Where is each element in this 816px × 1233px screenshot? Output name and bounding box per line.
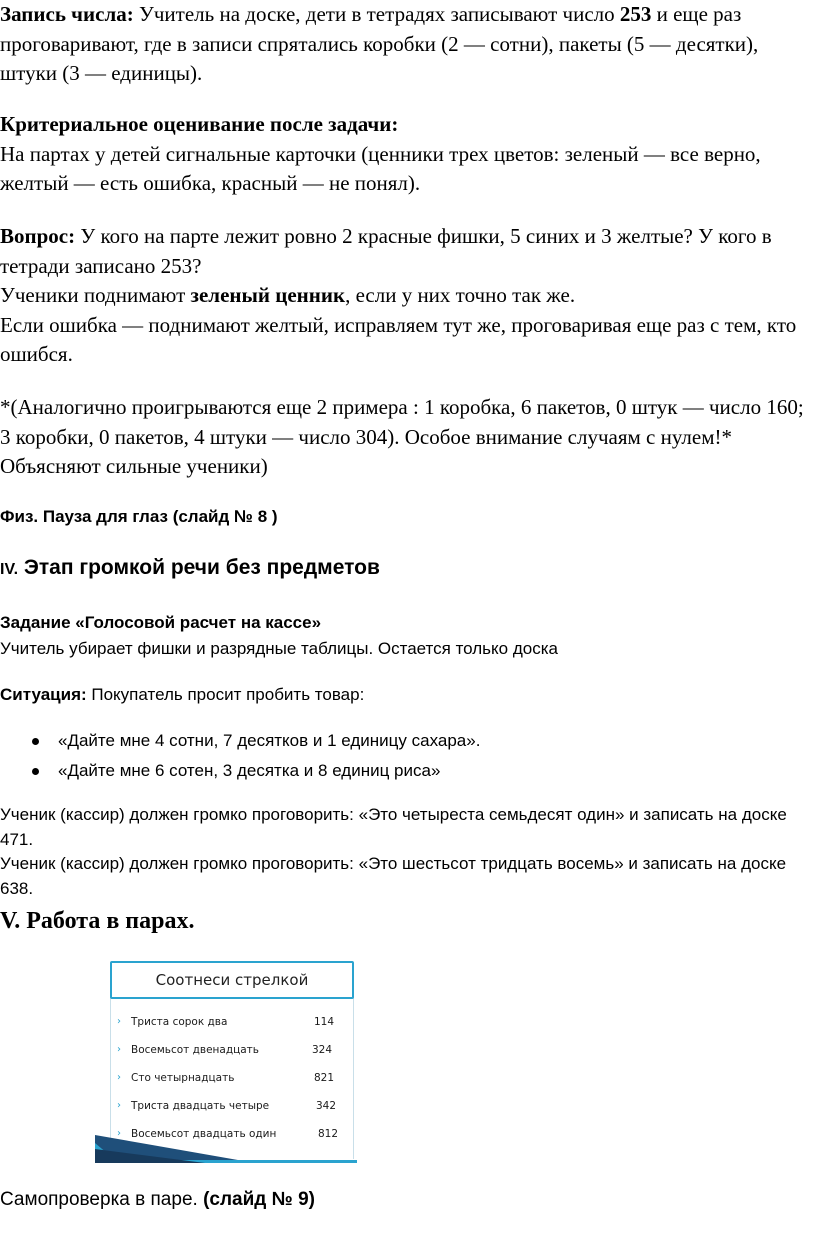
text: Если ошибка — поднимают желтый, исправляем тут же, проговаривая еще раз с тем, кто ошибся. [0,312,797,366]
text: Покупатель просит пробить товар: [86,685,365,704]
text: Сто четырнадцать [131,1072,235,1084]
text: Триста двадцать четыре [131,1100,270,1112]
text: Восемьсот двенадцать [131,1044,259,1056]
situation-label: Ситуация: [0,685,87,704]
chevron-right-icon: › [117,1016,121,1027]
text: На партах у детей сигнальные карточки (ценники трех цветов: зеленый — все верно, желтый — есть ошибка, красный — не понял). [0,141,761,195]
matching-slide-image [95,960,357,1165]
number-253: 253 [619,2,652,26]
slide-row [117,1016,347,1032]
stage-four-number: IV. [0,561,19,578]
label-number-recording: Запись числа: [0,2,134,26]
slide-ribbon-decoration [95,1127,357,1165]
paragraph-similar-examples [0,393,812,482]
bullet-icon [32,768,39,775]
text: «Дайте мне 4 сотни, 7 десятков и 1 единицу сахара». [58,731,481,750]
chevron-right-icon: › [117,1100,121,1111]
green-card-term: зеленый ценник [190,283,346,307]
chevron-right-icon: › [117,1072,121,1083]
situation-line [0,683,812,708]
slide-row [117,1100,347,1116]
num: 342 [316,1100,337,1112]
text: У кого на парте лежит ровно 2 красные фишки, 5 синих и 3 желтые? У кого в тетради записано 253? [0,224,772,278]
num: 812 [318,1128,339,1140]
criteria-heading: Критериальное оценивание после задачи: [0,112,399,136]
paragraph-number-recording [0,0,812,89]
chevron-right-icon: › [117,1128,121,1139]
physical-pause-heading: Физ. Пауза для глаз (слайд № 8 ) [0,507,278,526]
list-item [32,726,480,756]
stage-four-heading [0,556,380,580]
stage-four-title: Этап громкой речи без предметов [18,556,380,579]
num: 114 [314,1016,335,1028]
num: 821 [314,1072,335,1084]
slide-row [117,1072,347,1088]
slide-title-box [110,961,354,999]
text: и еще раз проговаривают, где в записи спрятались коробки (2 — сотни), пакеты (5 — десятки), штуки (3 — единицы). [0,2,759,85]
slide-row [117,1044,347,1060]
label-question: Вопрос: [0,224,76,248]
slide-title: Соотнеси стрелкой [155,971,309,989]
task-text: Учитель убирает фишки и разрядные таблицы. Остается только доска [0,639,558,658]
chevron-right-icon: › [117,1044,121,1055]
text: Восемьсот двадцать один [131,1128,277,1140]
text: Самопроверка в паре. [0,1189,204,1210]
num: 324 [312,1044,333,1056]
slide-nine-reference: (слайд № 9) [203,1189,315,1210]
text: Учитель на доске, дети в тетрадях записывают число [133,2,620,26]
task-title: Задание «Голосовой расчет на кассе» [0,613,322,632]
student-instruction-471: Ученик (кассир) должен громко проговорить: «Это четыреста семьдесят один» и записать на доске 471. [0,805,787,849]
text: , если у них точно так же. [345,283,576,307]
text: *(Аналогично проигрываются еще 2 примера : 1 коробка, 6 пакетов, 0 штук — число 160; 3 коробки, 0 пакетов, 4 штуки — число 304). Особое внимание случаям с нулем!* Объясняют сильные ученики) [0,395,804,478]
paragraph-criteria-assessment [0,110,812,199]
text: Ученики поднимают [0,283,191,307]
text: Триста сорок два [131,1016,228,1028]
paragraph-question [0,222,812,370]
customer-requests-list [32,726,480,786]
text: «Дайте мне 6 сотен, 3 десятка и 8 единиц риса» [58,761,441,780]
student-instruction-638: Ученик (кассир) должен громко проговорить: «Это шестьсот тридцать восемь» и записать на доске 638. [0,854,787,898]
self-check-line [0,1187,812,1213]
stage-five-heading: V. Работа в парах. [0,908,195,934]
list-item [32,756,480,786]
bullet-icon [32,738,39,745]
